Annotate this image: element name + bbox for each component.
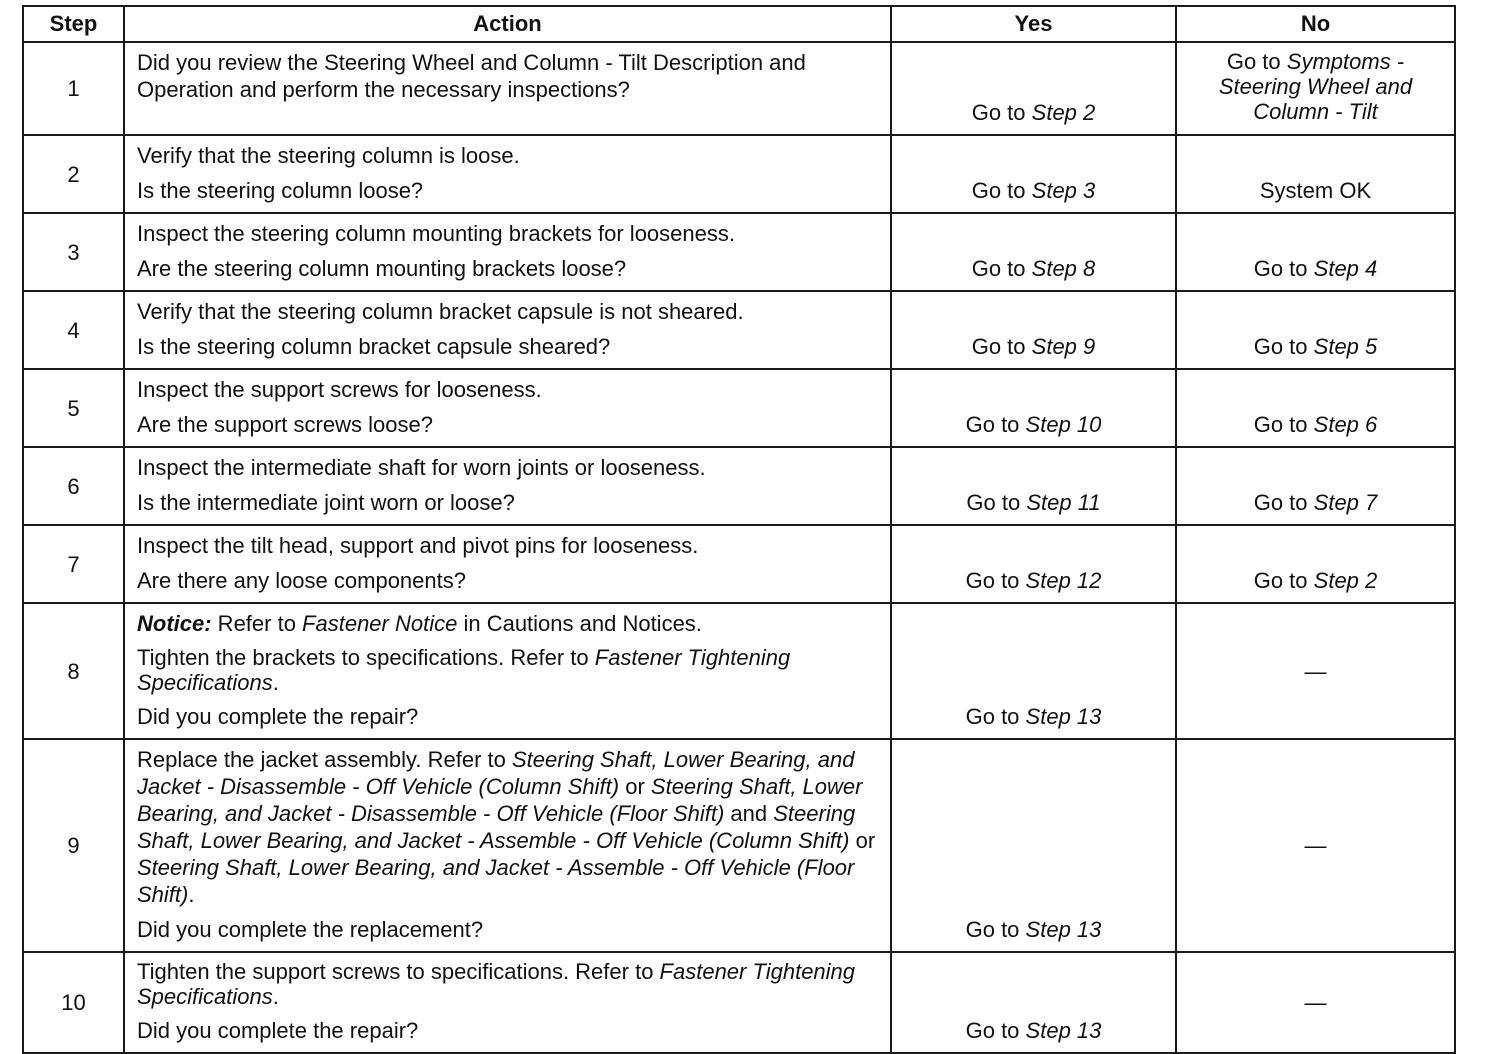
question-text: Did you complete the repair? <box>137 1018 419 1043</box>
fastener-specs-link[interactable]: Fastener Tightening Specifications <box>137 645 791 695</box>
step-link[interactable]: Step 8 <box>1031 256 1096 281</box>
go-to-label: Go to <box>1226 49 1281 74</box>
step-link[interactable]: Step 2 <box>1313 568 1378 593</box>
action-text: Inspect the support screws for looseness. <box>137 377 542 402</box>
header-step: Step <box>23 6 124 42</box>
no-cell <box>1176 447 1455 525</box>
table-row <box>23 447 1455 525</box>
step-number: 7 <box>23 525 124 603</box>
yes-cell <box>891 739 1176 952</box>
fastener-specs-link[interactable]: Fastener Tightening Specifications <box>137 959 856 1009</box>
go-to-label: Go to <box>1253 256 1308 281</box>
step-number: 8 <box>23 603 124 739</box>
go-to-label: Go to <box>1253 490 1308 515</box>
step-link[interactable]: Step 9 <box>1031 334 1096 359</box>
table-row <box>23 213 1455 291</box>
action-cell <box>124 213 891 291</box>
procedure-link[interactable]: Steering Shaft, Lower Bearing, and Jacket - Assemble - Off Vehicle (Column Shift) <box>137 801 856 853</box>
action-text: Verify that the steering column bracket capsule is not sheared. <box>137 299 744 324</box>
table-row <box>23 369 1455 447</box>
no-cell <box>1176 603 1455 739</box>
no-cell <box>1176 525 1455 603</box>
step-link[interactable]: Step 6 <box>1313 412 1378 437</box>
go-to-label: Go to <box>965 917 1020 942</box>
symptoms-link[interactable]: Column - Tilt <box>1253 99 1378 124</box>
yes-cell <box>891 213 1176 291</box>
symptoms-link[interactable]: Symptoms - <box>1286 49 1405 74</box>
table-row <box>23 291 1455 369</box>
header-yes: Yes <box>891 6 1176 42</box>
fastener-notice-link[interactable]: Fastener Notice <box>302 611 458 636</box>
yes-cell <box>891 952 1176 1053</box>
step-link[interactable]: Step 12 <box>1025 568 1102 593</box>
step-number: 1 <box>23 42 124 135</box>
no-cell <box>1176 291 1455 369</box>
question-text: Did you complete the replacement? <box>137 917 484 942</box>
step-number: 10 <box>23 952 124 1053</box>
notice-line: Notice: Refer to Fastener Notice in Cautions and Notices. <box>137 611 702 636</box>
go-to-label: Go to <box>1253 568 1308 593</box>
yes-cell <box>891 447 1176 525</box>
system-ok-text: System OK <box>1259 178 1372 203</box>
go-to-label: Go to <box>1253 334 1308 359</box>
table-row <box>23 603 1455 739</box>
action-text: Tighten the support screws to specifications. Refer to Fastener Tightening Specifications. <box>137 959 856 1009</box>
table-row <box>23 525 1455 603</box>
go-to-label: Go to <box>965 412 1020 437</box>
step-link[interactable]: Step 13 <box>1025 1018 1102 1043</box>
procedure-link[interactable]: Steering Shaft, Lower Bearing, and Jacket - Assemble - Off Vehicle (Floor Shift) <box>137 855 855 907</box>
go-to-label: Go to <box>1253 412 1308 437</box>
go-to-label: Go to <box>971 256 1026 281</box>
action-cell <box>124 952 891 1053</box>
action-cell <box>124 739 891 952</box>
yes-cell <box>891 525 1176 603</box>
question-text: Are the steering column mounting brackets loose? <box>137 256 627 281</box>
header-no: No <box>1176 6 1455 42</box>
no-cell <box>1176 213 1455 291</box>
dash-mark: — <box>1304 658 1327 684</box>
diagnostic-table <box>22 5 1456 1054</box>
action-text: Tighten the brackets to specifications. Refer to Fastener Tightening Specifications. <box>137 645 791 695</box>
yes-cell <box>891 135 1176 213</box>
table-row <box>23 952 1455 1053</box>
action-cell <box>124 369 891 447</box>
action-cell <box>124 525 891 603</box>
symptoms-link[interactable]: Steering Wheel and <box>1218 74 1413 99</box>
question-text: Did you complete the repair? <box>137 704 419 729</box>
notice-label: Notice: <box>137 611 212 636</box>
action-text: Replace the jacket assembly. Refer to Steering Shaft, Lower Bearing, and Jacket - Disassemble - Off Vehicle (Column Shift) or Steering Shaft, Lower Bearing, and Jacket - Disassemble - Off Vehicle (Floor Shift) and Steering Shaft, Lower Bearing, and Jacket - Assemble - Off Vehicle (Column Shift) or Steering Shaft, Lower Bearing, and Jacket - Assemble - Off Vehicle (Floor Shift). <box>137 747 876 907</box>
no-cell <box>1176 369 1455 447</box>
table-row <box>23 135 1455 213</box>
action-cell <box>124 447 891 525</box>
action-text: Inspect the steering column mounting brackets for looseness. <box>137 221 735 246</box>
action-cell <box>124 135 891 213</box>
step-number: 9 <box>23 739 124 952</box>
step-link[interactable]: Step 2 <box>1031 100 1096 125</box>
question-text: Are the support screws loose? <box>137 412 433 437</box>
step-link[interactable]: Step 3 <box>1031 178 1096 203</box>
dash-mark: — <box>1304 833 1327 858</box>
action-cell <box>124 291 891 369</box>
question-text: Is the intermediate joint worn or loose? <box>137 490 515 515</box>
action-text: Did you review the Steering Wheel and Column - Tilt Description and Operation and perform the necessary inspections? <box>137 50 806 102</box>
step-number: 2 <box>23 135 124 213</box>
question-text: Is the steering column bracket capsule sheared? <box>137 334 611 359</box>
yes-cell <box>891 369 1176 447</box>
no-cell <box>1176 42 1455 135</box>
yes-cell <box>891 42 1176 135</box>
header-action: Action <box>124 6 891 42</box>
go-to-label: Go to <box>966 490 1021 515</box>
go-to-label: Go to <box>965 568 1020 593</box>
procedure-link[interactable]: Steering Shaft, Lower Bearing, and Jacket - Disassemble - Off Vehicle (Floor Shift) <box>137 774 863 826</box>
go-to-label: Go to <box>965 1018 1020 1043</box>
no-cell <box>1176 135 1455 213</box>
no-cell <box>1176 952 1455 1053</box>
procedure-link[interactable]: Steering Shaft, Lower Bearing, and Jacket - Disassemble - Off Vehicle (Column Shift) <box>137 747 855 799</box>
step-number: 6 <box>23 447 124 525</box>
go-to-label: Go to <box>971 334 1026 359</box>
step-link[interactable]: Step 5 <box>1313 334 1378 359</box>
step-link[interactable]: Step 11 <box>1026 490 1101 515</box>
step-link[interactable]: Step 7 <box>1313 490 1378 515</box>
yes-cell <box>891 291 1176 369</box>
go-to-label: Go to <box>971 178 1026 203</box>
header-row <box>23 6 1455 42</box>
question-text: Is the steering column loose? <box>137 178 424 203</box>
question-text: Are there any loose components? <box>137 568 466 593</box>
action-text: Verify that the steering column is loose. <box>137 143 520 168</box>
action-text: Inspect the intermediate shaft for worn joints or looseness. <box>137 455 706 480</box>
step-link[interactable]: Step 13 <box>1025 704 1102 729</box>
step-link[interactable]: Step 13 <box>1025 917 1102 942</box>
yes-cell <box>891 603 1176 739</box>
action-text: Inspect the tilt head, support and pivot pins for looseness. <box>137 533 699 558</box>
action-cell <box>124 603 891 739</box>
step-number: 4 <box>23 291 124 369</box>
step-link[interactable]: Step 4 <box>1313 256 1378 281</box>
table-row <box>23 739 1455 952</box>
go-to-label: Go to <box>965 704 1020 729</box>
dash-mark: — <box>1304 990 1327 1015</box>
step-link[interactable]: Step 10 <box>1025 412 1102 437</box>
step-number: 5 <box>23 369 124 447</box>
go-to-label: Go to <box>971 100 1026 125</box>
action-cell <box>124 42 891 135</box>
table-row <box>23 42 1455 135</box>
no-cell <box>1176 739 1455 952</box>
step-number: 3 <box>23 213 124 291</box>
